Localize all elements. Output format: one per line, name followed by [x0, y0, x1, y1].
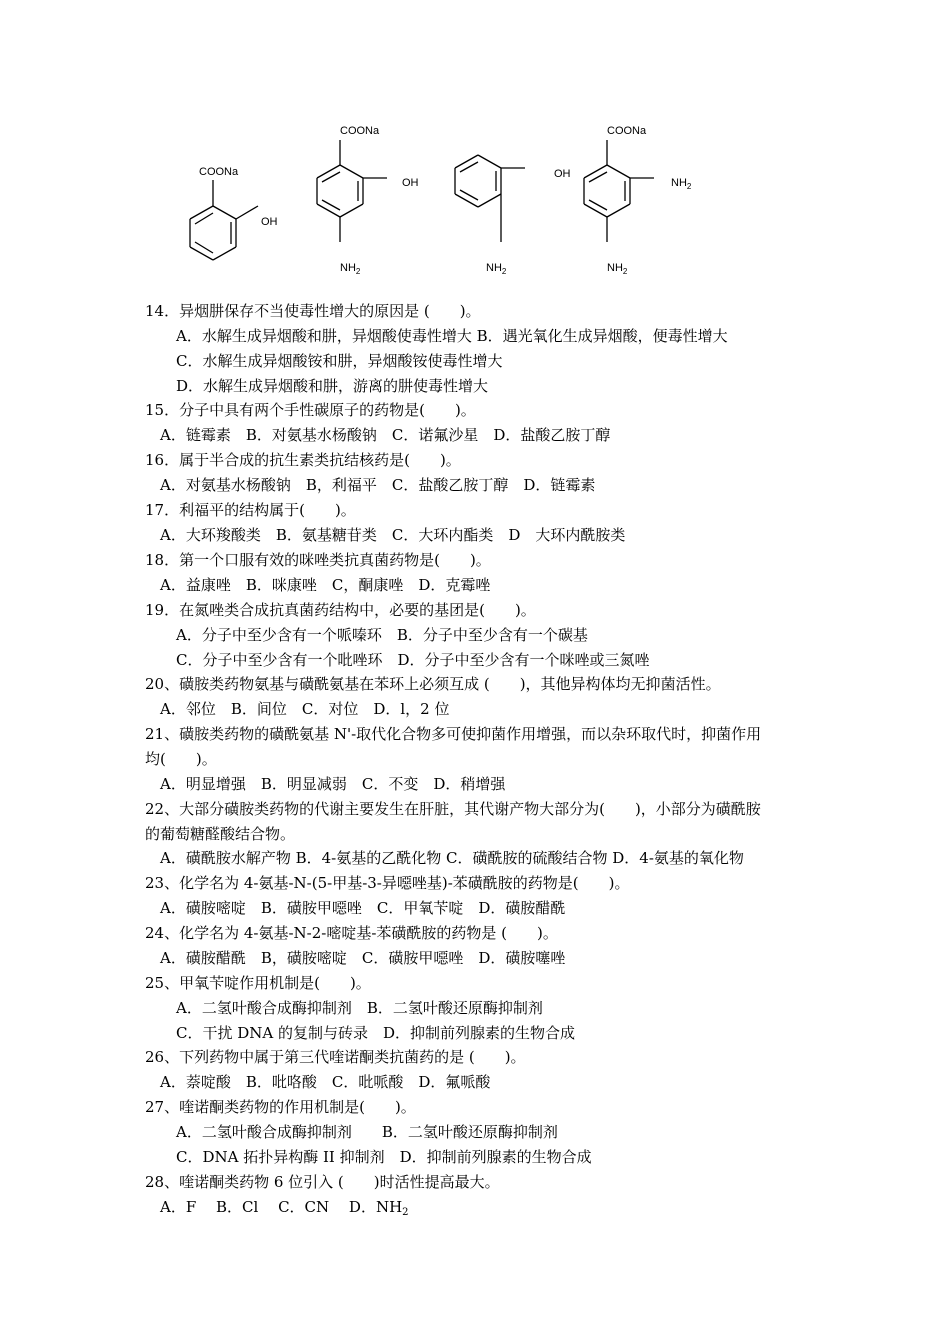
structure-2-bottom-label: $NH_2$ — [340, 262, 361, 276]
q27-stem: 27、喹诺酮类药物的作用机制是( )。 — [145, 1098, 416, 1116]
q24-stem: 24、化学名为 4-氨基-N-2-嘧啶基-苯磺酰胺的药物是 ( )。 — [145, 924, 558, 942]
q16-options: A．对氨基水杨酸钠 B，利福平 C．盐酸乙胺丁醇 D．链霉素 — [160, 476, 596, 494]
structure-2-top-label: COONa — [340, 125, 380, 137]
q24-options: A．磺胺醋酰 B，磺胺嘧啶 C．磺胺甲噁唑 D．磺胺噻唑 — [160, 949, 566, 967]
q25-stem: 25、甲氧苄啶作用机制是( )。 — [145, 974, 371, 992]
q18-options: A．益康唑 B．咪康唑 C，酮康唑 D．克霉唑 — [160, 576, 491, 594]
q22-options: A．磺酰胺水解产物 B．4-氨基的乙酰化物 C．磺酰胺的硫酸结合物 D．4-氨基的氧化物 — [160, 849, 744, 867]
q27-options-ab: A．二氢叶酸合成酶抑制剂 B．二氢叶酸还原酶抑制剂 — [176, 1123, 558, 1141]
q14-stem: 14．异烟肼保存不当使毒性增大的原因是 ( )。 — [145, 302, 481, 320]
structure-4-side-label: $NH_2$ — [671, 177, 692, 191]
q18-stem: 18．第一个口服有效的咪唑类抗真菌药物是( )。 — [145, 551, 491, 569]
q28-options-text: A．F B．Cl C．CN D．NH — [160, 1198, 403, 1216]
q16-stem: 16．属于半合成的抗生素类抗结核药是( )。 — [145, 451, 461, 469]
q17-stem: 17．利福平的结构属于( )。 — [145, 501, 356, 519]
q23-options: A．磺胺嘧啶 B．磺胺甲噁唑 C．甲氧苄啶 D．磺胺醋酰 — [160, 899, 566, 917]
structure-4 — [584, 125, 692, 276]
q20-stem: 20、磺胺类药物氨基与磺酰氨基在苯环上必须互成 ( )，其他异构体均无抑菌活性。 — [145, 675, 721, 693]
structure-1 — [190, 166, 278, 260]
structure-4-bottom-label: $NH_2$ — [607, 262, 628, 276]
q25-options-ab: A．二氢叶酸合成酶抑制剂 B．二氢叶酸还原酶抑制剂 — [176, 999, 543, 1017]
structure-2 — [317, 125, 419, 276]
q28-stem: 28、喹诺酮类药物 6 位引入 ( )时活性提高最大。 — [145, 1173, 500, 1191]
q19-options-cd: C．分子中至少含有一个吡唑环 D．分子中至少含有一个咪唑或三氮唑 — [176, 651, 650, 669]
q21-options: A．明显增强 B．明显减弱 C．不变 D．稍增强 — [160, 775, 506, 793]
q25-options-cd: C．干扰 DNA 的复制与砖录 D．抑制前列腺素的生物合成 — [176, 1024, 576, 1042]
structure-1-top-label: COONa — [199, 166, 239, 178]
q15-options: A．链霉素 B．对氨基水杨酸钠 C．诺氟沙星 D．盐酸乙胺丁醇 — [160, 426, 611, 444]
structure-1-side-label: OH — [261, 216, 278, 228]
q14-option-ab: A．水解生成异烟酸和肼，异烟酸使毒性增大 B．遇光氧化生成异烟酸，便毒性增大 — [176, 327, 728, 345]
q20-options: A．邻位 B．间位 C．对位 D．l，2 位 — [160, 700, 450, 718]
q23-stem: 23、化学名为 4-氨基-N-(5-甲基-3-异噁唑基)-苯磺酰胺的药物是( )。 — [145, 874, 630, 892]
q28-nh2-subscript: 2 — [402, 1207, 409, 1218]
q17-options: A．大环羧酸类 B．氨基糖苷类 C．大环内酯类 D 大环内酰胺类 — [160, 526, 626, 544]
chemical-structures — [170, 118, 710, 288]
q22-stem-line1: 22、大部分磺胺类药物的代谢主要发生在肝脏，其代谢产物大部分为( )，小部分为磺酰胺 — [145, 800, 761, 818]
q15-stem: 15．分子中具有两个手性碳原子的药物是( )。 — [145, 401, 476, 419]
q19-options-ab: A．分子中至少含有一个哌嗪环 B．分子中至少含有一个碳基 — [176, 626, 588, 644]
structure-4-top-label: COONa — [607, 125, 647, 137]
structure-2-side-label: OH — [402, 177, 419, 189]
structure-3 — [455, 155, 571, 276]
q14-option-d: D．水解生成异烟酸和肼，游离的肼使毒性增大 — [176, 377, 489, 395]
structure-3-side-label: OH — [554, 168, 571, 180]
structure-3-bottom-label: $NH_2$ — [486, 262, 507, 276]
q21-stem-line1: 21、磺胺类药物的磺酰氨基 N'-取代化合物多可使抑菌作用增强，而以杂环取代时，抑菌作用 — [145, 725, 762, 743]
q26-stem: 26、下列药物中属于第三代喹诺酮类抗菌药的是 ( )。 — [145, 1048, 526, 1066]
q19-stem: 19．在氮唑类合成抗真菌药结构中，必要的基团是( )。 — [145, 601, 536, 619]
q26-options: A．萘啶酸 B．吡咯酸 C．吡哌酸 D．氟哌酸 — [160, 1073, 491, 1091]
q27-options-cd: C．DNA 拓扑异构酶 II 抑制剂 D．抑制前列腺素的生物合成 — [176, 1148, 592, 1166]
q21-stem-line2: 均( )。 — [145, 750, 217, 768]
q22-stem-line2: 的葡萄糖醛酸结合物。 — [145, 825, 296, 843]
q14-option-c: C．水解生成异烟酸铵和肼，异烟酸铵使毒性增大 — [176, 352, 503, 370]
q28-options — [160, 1197, 409, 1223]
